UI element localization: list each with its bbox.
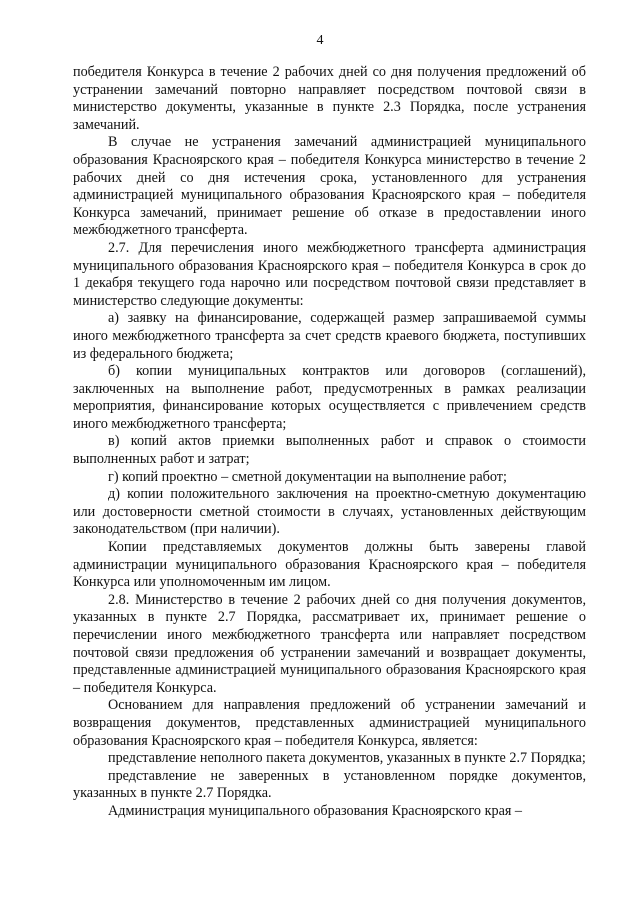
page-number: 4 xyxy=(316,33,324,48)
list-item: представление неполного пакета документов, указанных в пункте 2.7 Порядка; xyxy=(108,750,586,767)
paragraph: Администрация муниципального образования Красноярского края – xyxy=(108,802,523,819)
paragraph: 2.8. Министерство в течение 2 рабочих дней со дня получения документов, указанных в пункте 2.7 Порядка, рассматривает их, принимает решение о перечислении иного межбюджетного трансферта или направляет посредством почтовой связи предложения об устранении замечаний и возвращает документы, представленные администрацией муниципального образования Красноярского края – победителя Конкурса. xyxy=(73,591,586,696)
list-item: г) копий проектно – сметной документации на выполнение работ; xyxy=(108,468,507,485)
paragraph: 2.7. Для перечисления иного межбюджетного трансферта администрация муниципального образования Красноярского края – победителя Конкурса в срок до 1 декабря текущего года нарочно или посредством почтовой связи представляет в министерство следующие документы: xyxy=(73,239,586,309)
paragraph: победителя Конкурса в течение 2 рабочих дней со дня получения предложений об устранении замечаний повторно направляет посредством почтовой связи в министерство документы, указанные в пункте 2.3 Порядка, после устранения замечаний. xyxy=(73,64,586,133)
list-item: а) заявку на финансирование, содержащей размер запрашиваемой суммы иного межбюджетного трансферта за счет средств краевого бюджета, поступивших из федерального бюджета; xyxy=(73,310,586,362)
list-item: в) копий актов приемки выполненных работ и справок о стоимости выполненных работ и затрат; xyxy=(73,433,586,468)
paragraph: Копии представляемых документов должны быть заверены главой администрации муниципального образования Красноярского края – победителя Конкурса или уполномоченным им лицом. xyxy=(73,539,586,591)
document-body xyxy=(73,64,586,821)
list-item: б) копии муниципальных контрактов или договоров (соглашений), заключенных на выполнение работ, предусмотренных в рамках реализации мероприятия, финансирование которых осуществляется с привлечением средств иного межбюджетного трансферта; xyxy=(73,363,586,432)
list-item: д) копии положительного заключения на проектно-сметную документацию или достоверности сметной стоимости в случаях, установленных действующим законодательством (при наличии). xyxy=(73,486,586,538)
list-item: представление не заверенных в установленном порядке документов, указанных в пункте 2.7 Порядка. xyxy=(73,767,586,802)
paragraph: Основанием для направления предложений об устранении замечаний и возвращения документов, представленных администрацией муниципального образования Красноярского края – победителя Конкурса, является: xyxy=(73,697,586,749)
paragraph: В случае не устранения замечаний администрацией муниципального образования Красноярского края – победителя Конкурса министерство в течение 2 рабочих дней со дня истечения срока, установленного для устранения администрацией муниципального образования Красноярского края – победителя Конкурса замечаний, принимает решение об отказе в предоставлении иного межбюджетного трансферта. xyxy=(73,134,586,239)
